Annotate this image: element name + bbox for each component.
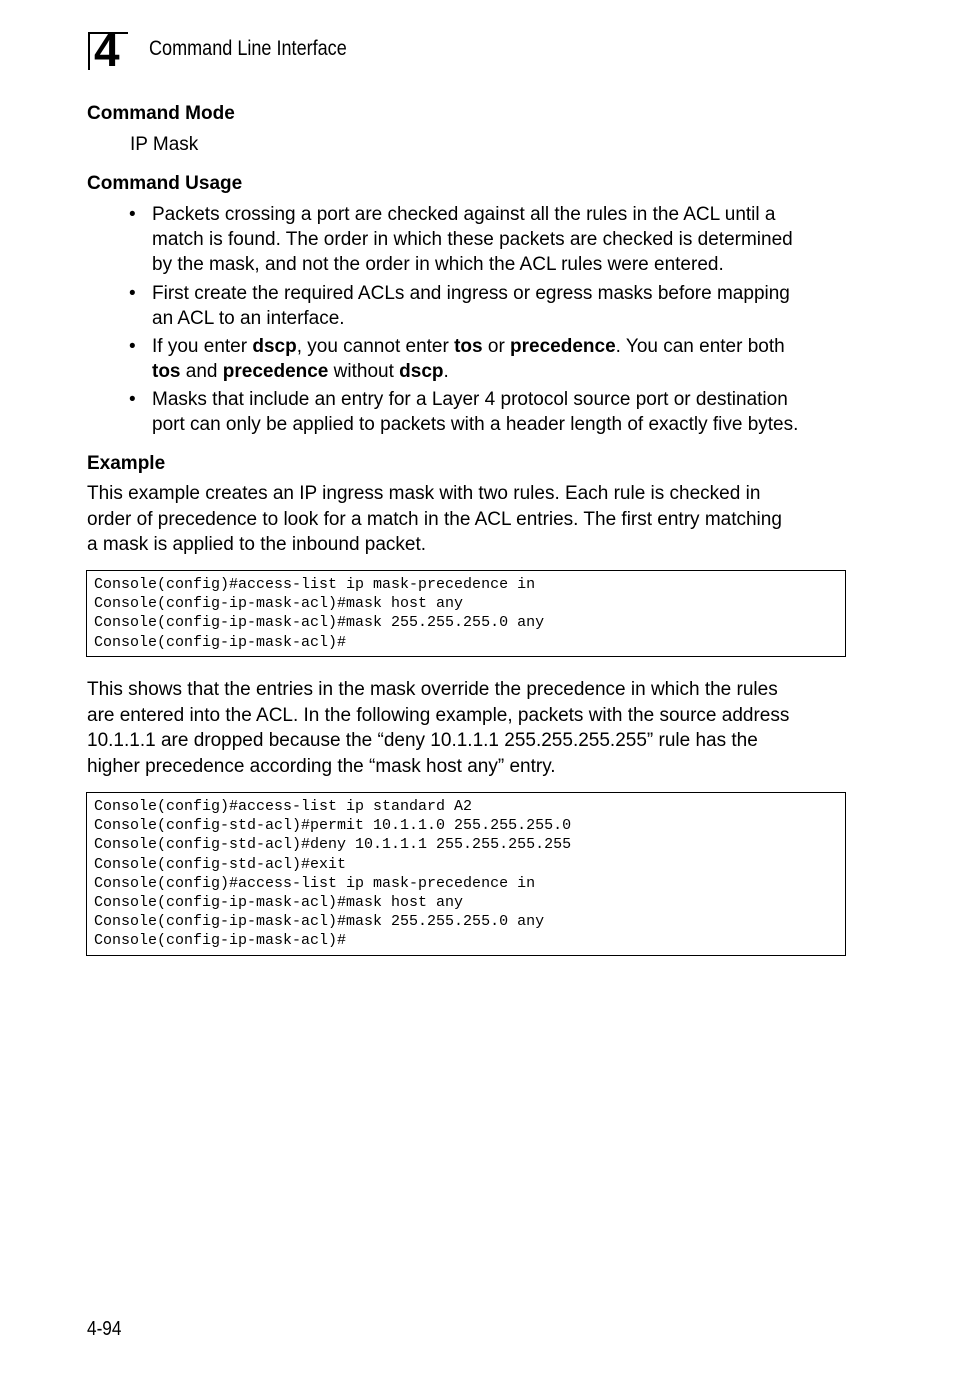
paragraph-line: higher precedence according the “mask host any” entry. bbox=[87, 755, 556, 777]
bullet-text: , you cannot enter bbox=[296, 336, 455, 357]
code-block-1 bbox=[86, 570, 846, 657]
chapter-number-box bbox=[88, 24, 128, 76]
bullet-dot: • bbox=[129, 389, 136, 410]
bullet-text: . bbox=[443, 361, 449, 382]
paragraph-line: 10.1.1.1 are dropped because the “deny 10.1.1.1 255.255.255.255” rule has the bbox=[87, 730, 758, 751]
bullet-line: port can only be applied to packets with a header length of exactly five bytes. bbox=[152, 414, 799, 435]
paragraph-line: a mask is applied to the inbound packet. bbox=[87, 534, 427, 555]
example-explanation-paragraph bbox=[87, 677, 789, 779]
code-line: Console(config-ip-mask-acl)#mask 255.255.255.0 any bbox=[94, 614, 545, 632]
code-line: Console(config-ip-mask-acl)#mask host any bbox=[94, 595, 464, 613]
keyword-tos: tos bbox=[454, 336, 483, 357]
bullet-text: or bbox=[482, 336, 511, 357]
keyword-precedence: precedence bbox=[510, 336, 616, 357]
command-mode-heading: Command Mode bbox=[87, 103, 235, 124]
keyword-dscp: dscp bbox=[399, 361, 444, 382]
usage-bullet-3 bbox=[129, 334, 852, 384]
keyword-precedence: precedence bbox=[222, 361, 329, 382]
example-heading: Example bbox=[87, 453, 166, 474]
page-number: 4-94 bbox=[87, 1318, 122, 1340]
bullet-line: First create the required ACLs and ingress or egress masks before mapping bbox=[152, 283, 790, 304]
paragraph-line: This shows that the entries in the mask override the precedence in which the rules bbox=[87, 679, 778, 700]
running-header-title: Command Line Interface bbox=[149, 37, 347, 60]
paragraph-line: are entered into the ACL. In the following example, packets with the source address bbox=[87, 704, 790, 726]
paragraph-line: order of precedence to look for a match in the ACL entries. The first entry matching bbox=[87, 508, 782, 530]
code-line: Console(config)#access-list ip mask-precedence in bbox=[94, 576, 536, 593]
bullet-line: by the mask, and not the order in which the ACL rules were entered. bbox=[152, 254, 724, 275]
bullet-text: . You can enter both bbox=[615, 336, 785, 357]
usage-bullet-2 bbox=[129, 281, 852, 331]
bullet-text: and bbox=[180, 361, 223, 382]
bullet-line: Masks that include an entry for a Layer 4 protocol source port or destination bbox=[152, 389, 788, 410]
code-line: Console(config-ip-mask-acl)# bbox=[94, 633, 347, 651]
command-usage-heading: Command Usage bbox=[87, 173, 243, 194]
code-line: Console(config-ip-mask-acl)#mask 255.255.255.0 any bbox=[94, 913, 545, 931]
command-mode-value: IP Mask bbox=[130, 134, 199, 155]
bullet-line: match is found. The order in which these packets are checked is determined bbox=[152, 229, 793, 250]
code-line: Console(config)#access-list ip mask-precedence in bbox=[94, 874, 536, 892]
bullet-dot: • bbox=[129, 336, 136, 357]
keyword-tos: tos bbox=[152, 361, 181, 382]
code-line: Console(config-ip-mask-acl)# bbox=[94, 932, 347, 950]
keyword-dscp: dscp bbox=[252, 336, 297, 357]
code-line: Console(config-std-acl)#deny 10.1.1.1 255.255.255.255 bbox=[94, 836, 572, 854]
code-line: Console(config-std-acl)#exit bbox=[94, 855, 347, 873]
bullet-text: without bbox=[328, 361, 400, 382]
chapter-number: 4 bbox=[94, 24, 120, 76]
usage-bullet-4 bbox=[129, 387, 852, 437]
bullet-dot: • bbox=[129, 204, 136, 225]
code-line: Console(config-ip-mask-acl)#mask host any bbox=[94, 894, 464, 912]
bullet-line: an ACL to an interface. bbox=[152, 308, 345, 329]
usage-bullet-1 bbox=[129, 202, 852, 277]
bullet-dot: • bbox=[129, 283, 136, 304]
bullet-text: If you enter bbox=[152, 336, 253, 357]
code-block-2 bbox=[86, 792, 846, 956]
bullet-line: Packets crossing a port are checked against all the rules in the ACL until a bbox=[152, 204, 776, 225]
example-intro-paragraph bbox=[87, 481, 782, 558]
code-line: Console(config-std-acl)#permit 10.1.1.0 255.255.255.0 bbox=[94, 817, 572, 835]
paragraph-line: This example creates an IP ingress mask with two rules. Each rule is checked in bbox=[87, 483, 761, 504]
code-line: Console(config)#access-list ip standard A2 bbox=[94, 798, 473, 815]
